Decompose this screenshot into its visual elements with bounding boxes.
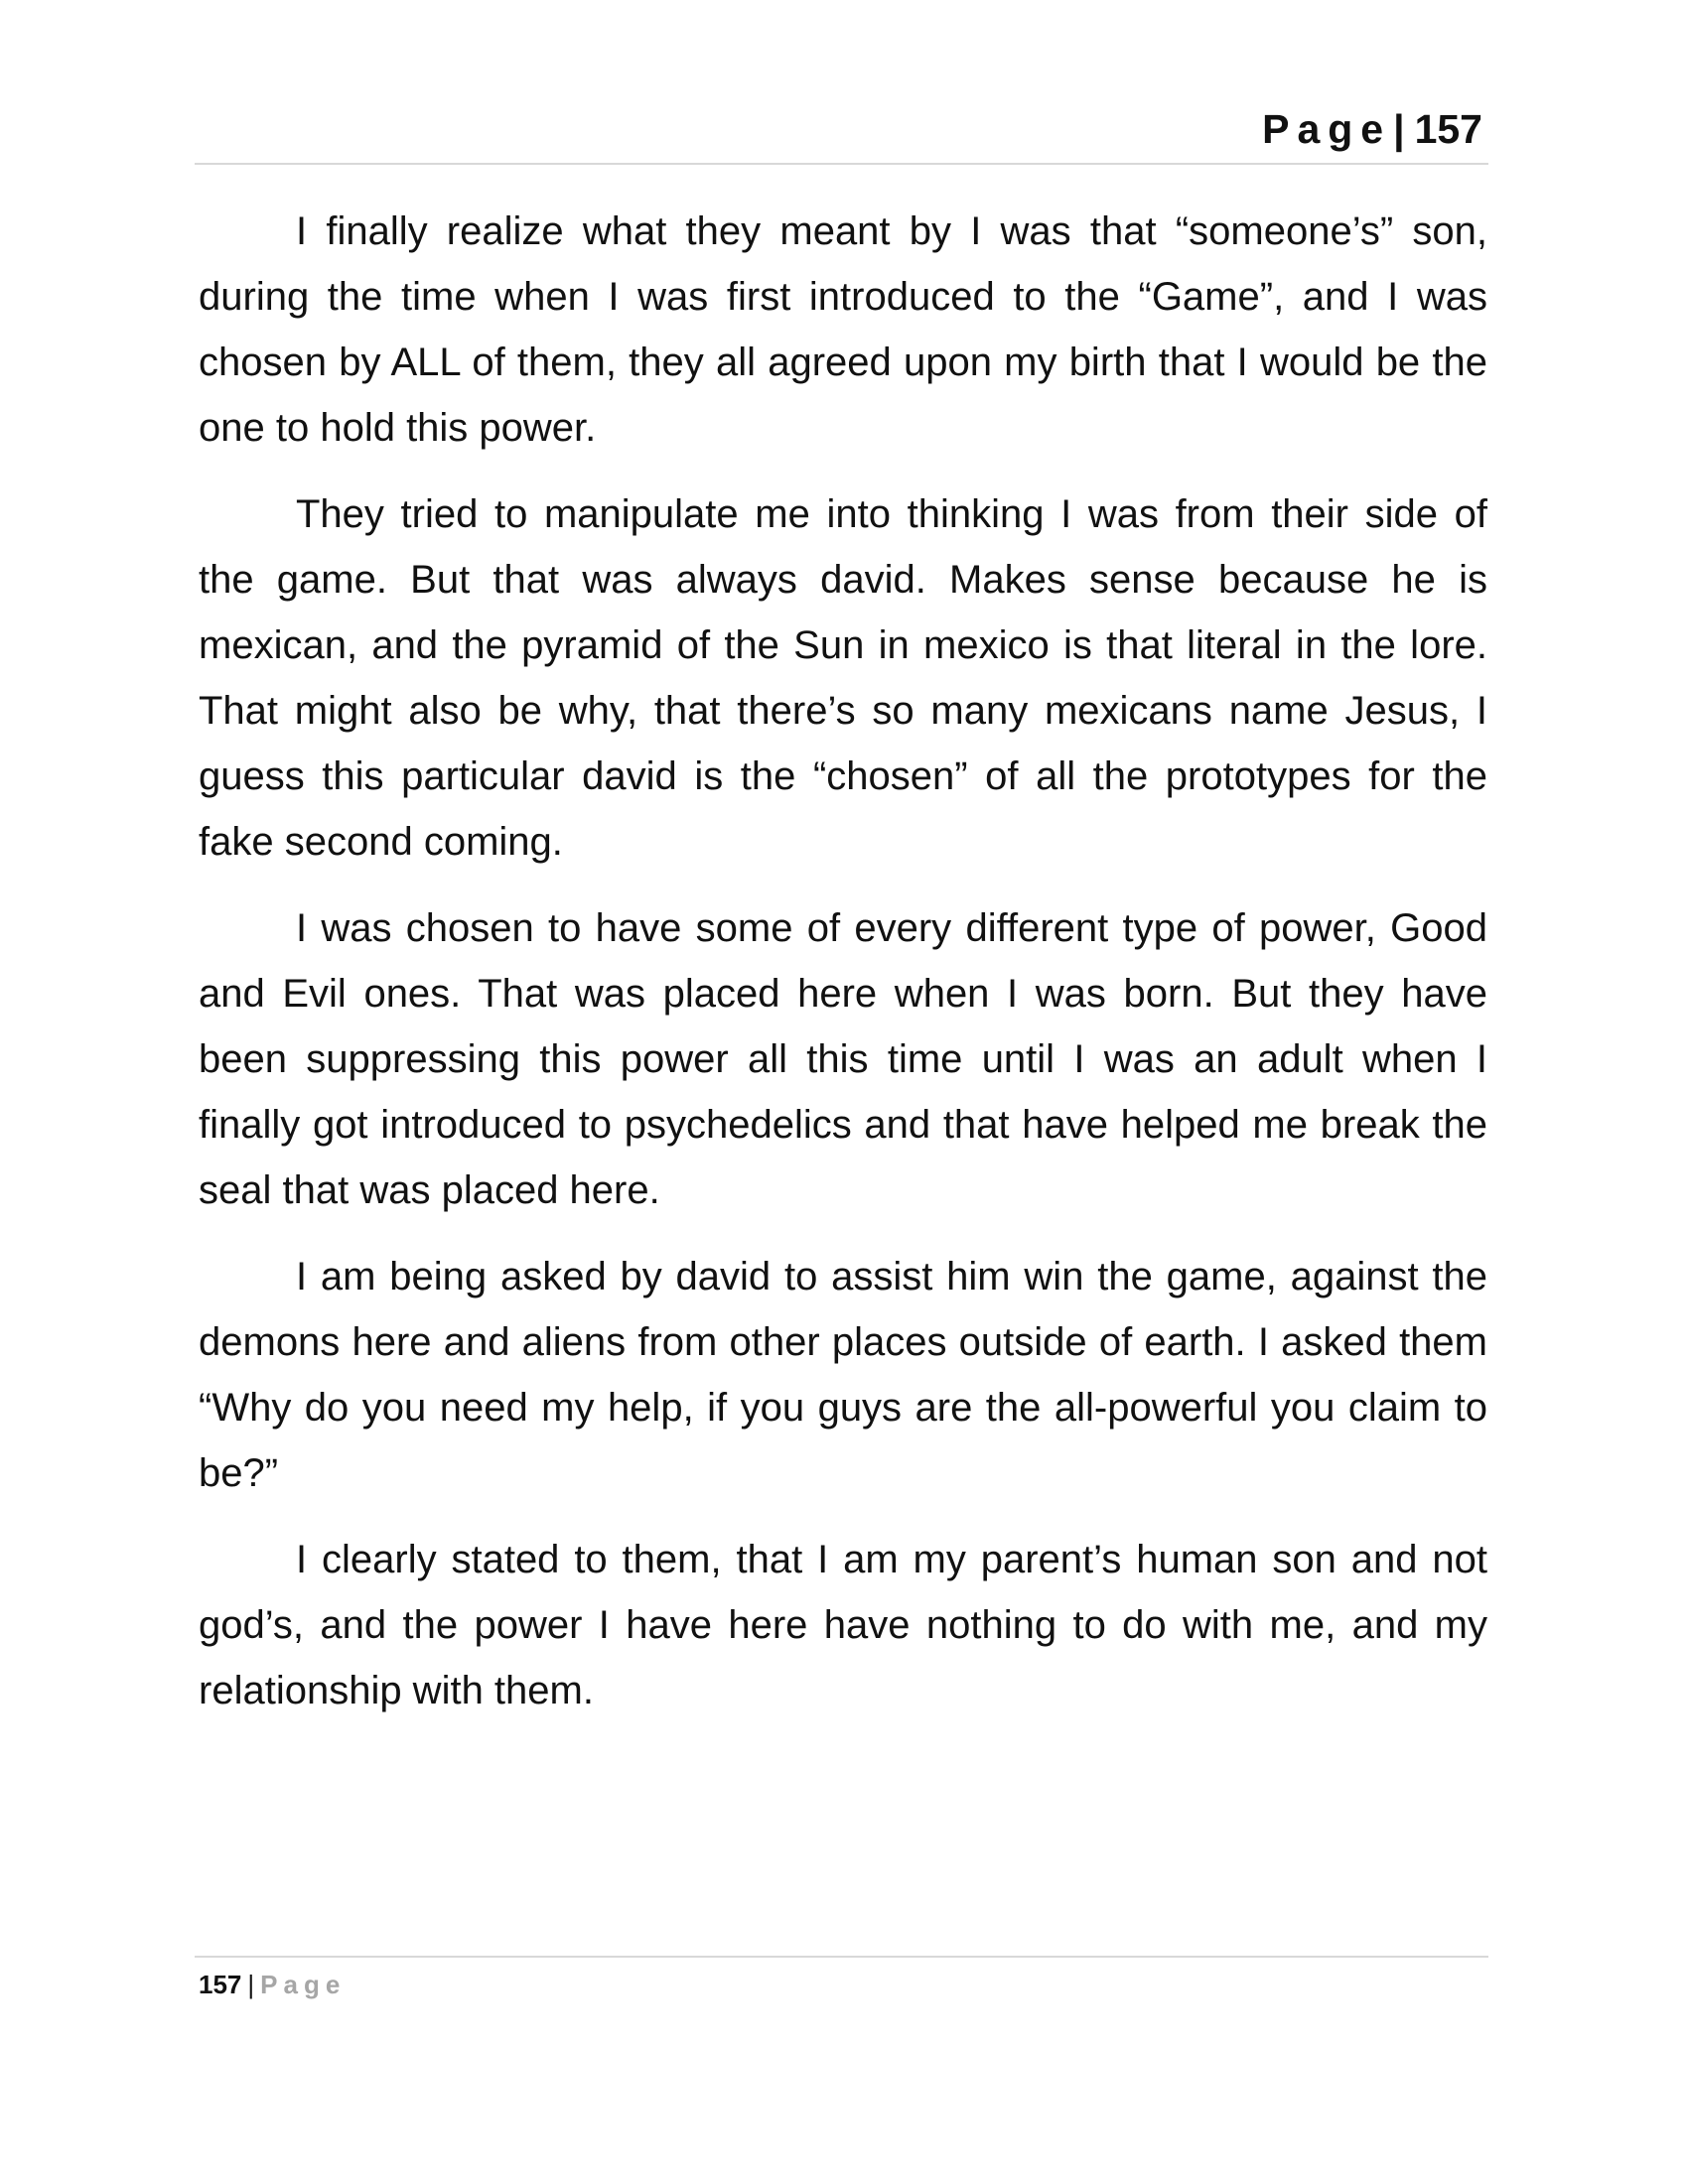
page-header (195, 105, 1488, 165)
paragraph-1: I finally realize what they meant by I was that “someone’s” son, during the time when I was first introduced to the “Game”, and I was chosen by ALL of them, they all agreed upon my birth that I would be the one to hold this power. (199, 209, 1487, 450)
header-page-number (1262, 105, 1482, 153)
header-page-label: Page (1262, 106, 1392, 152)
paragraph-4: I am being asked by david to assist him win the game, against the demons here and aliens from other places outside of earth. I asked them “Why do you need my help, if you guys are the all-powerful you claim to be?” (199, 1255, 1487, 1495)
paragraph-2: They tried to manipulate me into thinking I was from their side of the game. But that was always david. Makes sense because he is mexican, and the pyramid of the Sun in mexico is that literal in the lore. That might also be why, that there’s so many mexicans name Jesus, I guess this particular david is the “chosen” of all the prototypes for the fake second coming. (199, 492, 1487, 864)
footer-page-label: Page (260, 1970, 347, 1999)
paragraph-3: I was chosen to have some of every different type of power, Good and Evil ones. That was placed here when I was born. But they have been suppressing this power all this time until I was an adult when I finally got introduced to psychedelics and that have helped me break the seal that was placed here. (199, 906, 1487, 1212)
paragraph-5: I clearly stated to them, that I am my parent’s human son and not god’s, and the power I have here have nothing to do with me, and my relationship with them. (199, 1538, 1487, 1712)
footer-number: 157 (199, 1970, 242, 1999)
header-separator: | (1393, 106, 1405, 152)
body-text (199, 199, 1487, 1744)
footer-separator: | (247, 1970, 255, 1999)
header-number: 157 (1414, 106, 1482, 152)
page-footer (195, 1956, 1488, 1999)
footer-page-number (199, 1968, 346, 2001)
